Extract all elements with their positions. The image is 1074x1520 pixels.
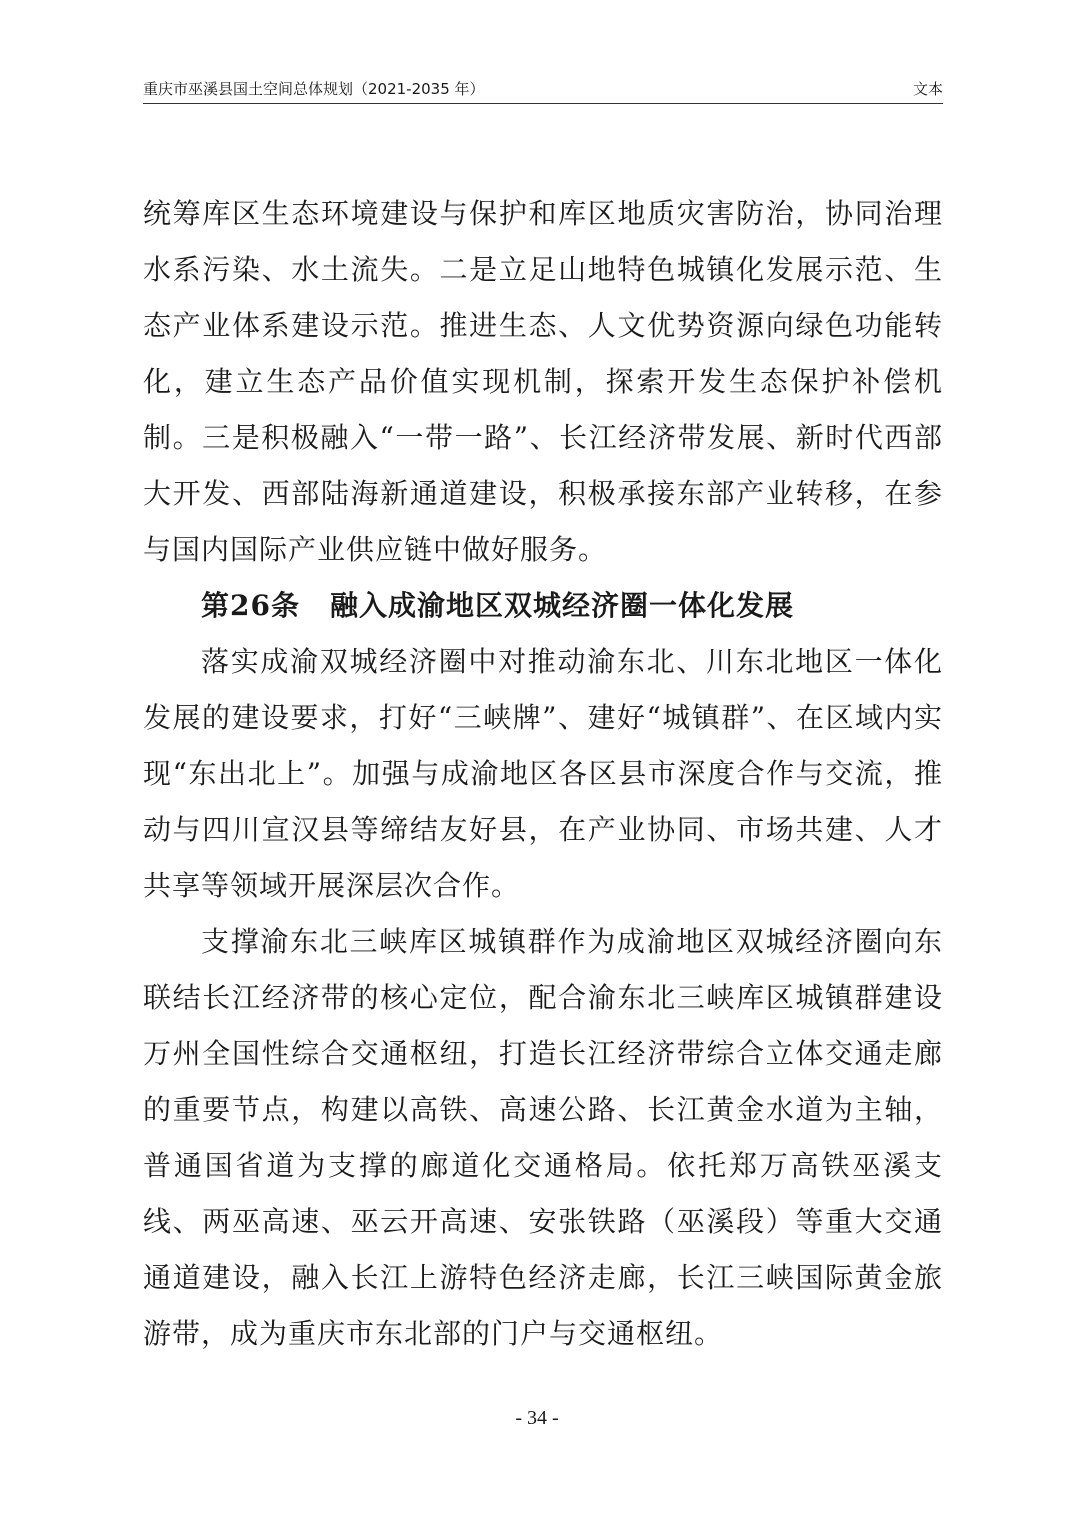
paragraph: 落实成渝双城经济圈中对推动渝东北、川东北地区一体化发展的建设要求，打好“三峡牌”、建好“城镇群”、在区域内实现“东出北上”。加强与成渝地区各区县市深度合作与交流，推动与四川宣汉县等缔结友好县，在产业协同、市场共建、人才共享等领域开展深层次合作。 [143, 645, 943, 902]
header-divider [143, 103, 943, 104]
article-number: 第26条 [201, 589, 300, 622]
paragraph: 支撑渝东北三峡库区城镇群作为成渝地区双城经济圈向东联结长江经济带的核心定位，配合渝东北三峡库区城镇群建设万州全国性综合交通枢纽，打造长江经济带综合立体交通走廊的重要节点，构建以高铁、高速公路、长江黄金水道为主轴，普通国省道为支撑的廊道化交通格局。依托郑万高铁巫溪支线、两巫高速、巫云开高速、安张铁路（巫溪段）等重大交通通道建设，融入长江上游特色经济走廊，长江三峡国际黄金旅游带，成为重庆市东北部的门户与交通枢纽。 [143, 925, 943, 1350]
article-title: 融入成渝地区双城经济圈一体化发展 [329, 589, 794, 622]
article-heading [143, 578, 943, 634]
document-title: 重庆市巫溪县国土空间总体规划（2021-2035 年） [143, 80, 485, 98]
paragraph-continued: 统筹库区生态环境建设与保护和库区地质灾害防治，协同治理水系污染、水土流失。二是立足山地特色城镇化发展示范、生态产业体系建设示范。推进生态、人文优势资源向绿色功能转化，建立生态产品价值实现机制，探索开发生态保护补偿机制。三是积极融入“一带一路”、长江经济带发展、新时代西部大开发、西部陆海新通道建设，积极承接东部产业转移，在参与国内国际产业供应链中做好服务。 [143, 197, 943, 566]
page-header [143, 76, 943, 102]
page-number: - 34 - [515, 1407, 559, 1429]
document-section-label: 文本 [912, 80, 943, 98]
document-body [143, 186, 943, 1362]
